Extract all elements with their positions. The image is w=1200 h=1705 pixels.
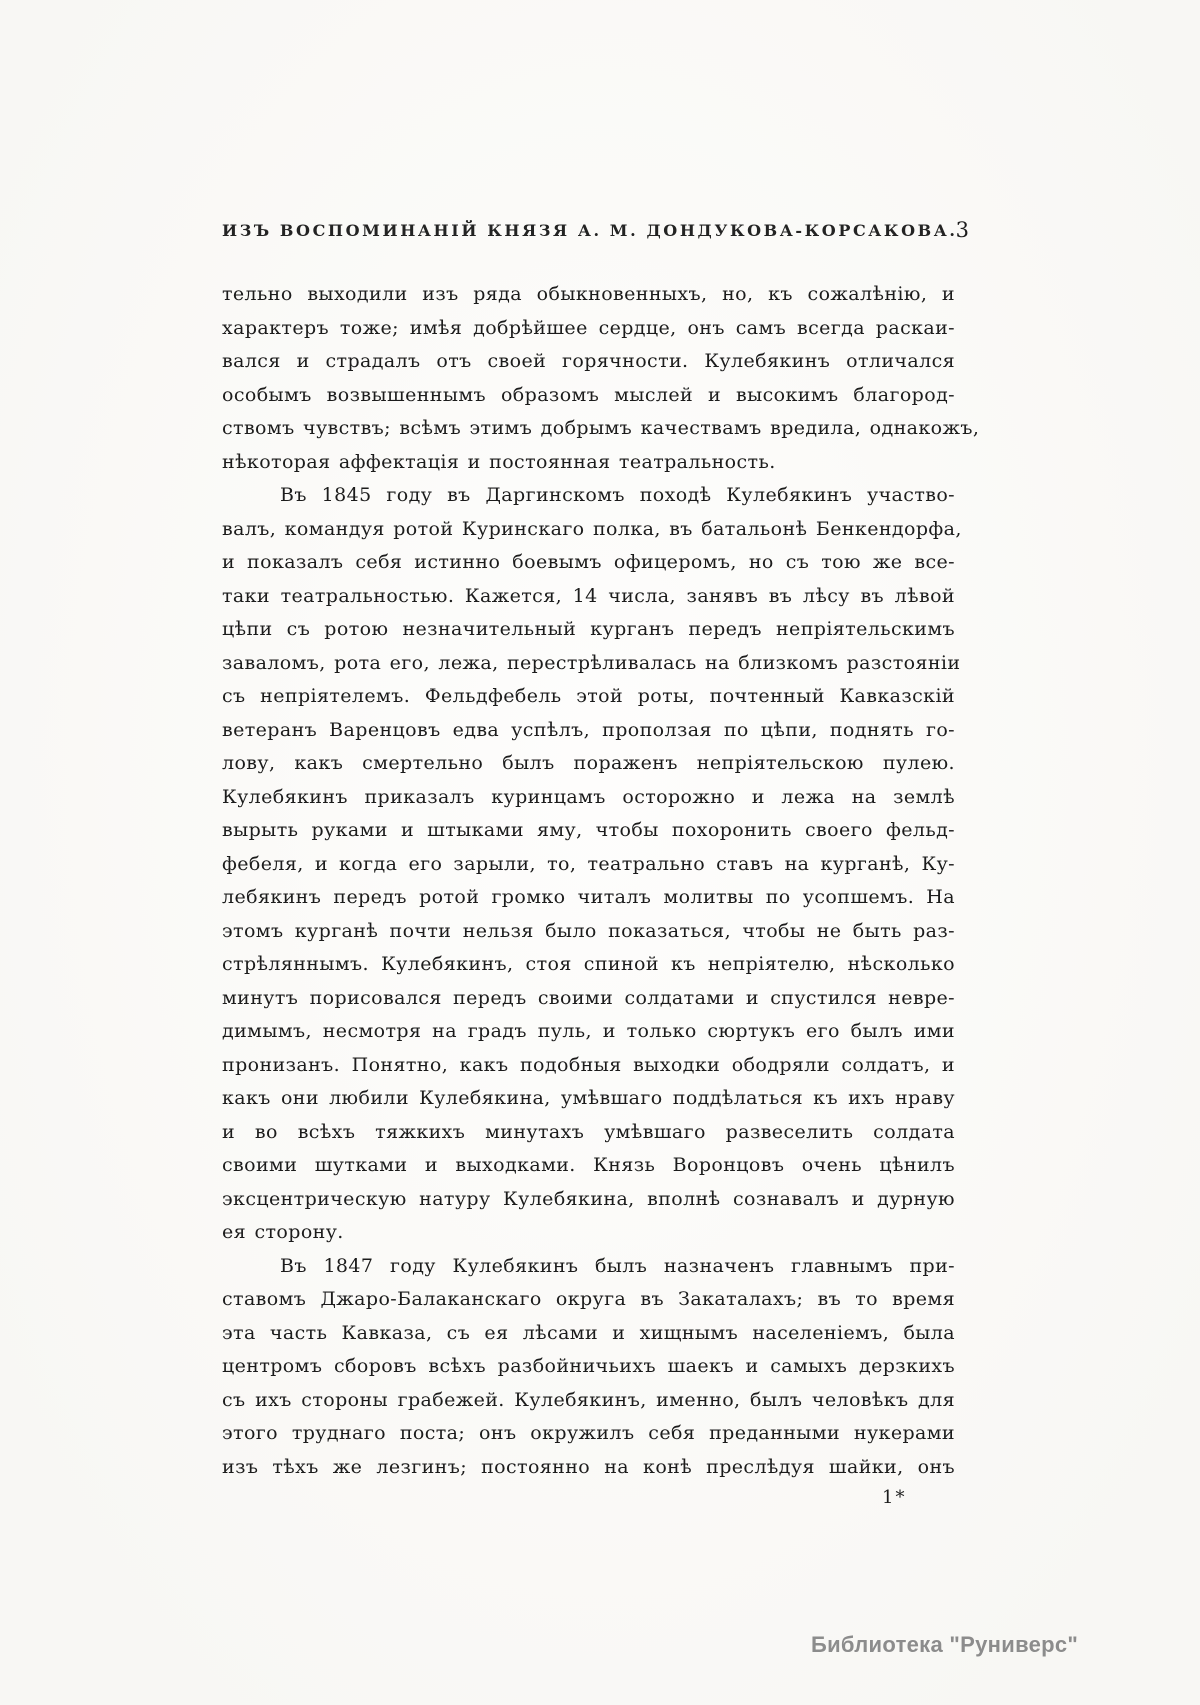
text-line: валъ, командуя ротой Куринскаго полка, въ батальонѣ Бенкендорфа, [222,517,962,540]
text-line: этомъ курганѣ почти нельзя было показаться, чтобы не быть раз- [222,919,955,942]
text-line: и во всѣхъ тяжкихъ минутахъ умѣвшаго развеселить солдата [222,1120,955,1143]
text-line: пронизанъ. Понятно, какъ подобныя выходки ободряли солдатъ, и [222,1053,955,1076]
text-line: минутъ порисовался передъ своими солдатами и спустился невре- [222,986,955,1009]
text-line: фебеля, и когда его зарыли, то, театрально ставъ на курганѣ, Ку- [222,852,955,875]
text-line: Кулебякинъ приказалъ куринцамъ осторожно и лежа на землѣ [222,785,955,808]
text-line: съ непріятелемъ. Фельдфебель этой роты, почтенный Кавказскій [222,685,955,707]
text-line: характеръ тоже; имѣя добрѣйшее сердце, онъ самъ всегда раскаи- [222,316,955,339]
text-line: изъ тѣхъ же лезгинъ; постоянно на конѣ преслѣдуя шайки, онъ [222,1455,955,1478]
text-line: вался и страдалъ отъ своей горячности. Кулебякинъ отличался [222,350,955,372]
text-line: лову, какъ смертельно былъ пораженъ непріятельскою пулею. [222,752,955,774]
text-line: вырыть руками и штыками яму, чтобы похоронить своего фельд- [222,819,955,841]
text-line: таки театральностью. Кажется, 14 числа, занявъ въ лѣсу въ лѣвой [222,584,955,607]
text-line: ветеранъ Варенцовъ едва успѣлъ, проползая по цѣпи, поднять го- [222,718,955,741]
text-line: цѣпи съ ротою незначительный курганъ передъ непріятельскимъ [222,618,955,640]
text-line: нѣкоторая аффектація и постоянная театральность. [222,450,776,473]
text-line: лебякинъ передъ ротой громко читалъ молитвы по усопшемъ. На [222,886,955,908]
body-text [222,278,980,1484]
text-line: ставомъ Джаро-Балаканскаго округа въ Закаталахъ; въ то время [222,1288,955,1310]
text-line: димымъ, несмотря на градъ пуль, и только сюртукъ его былъ ими [222,1020,955,1042]
text-line: какъ они любили Кулебякина, умѣвшаго поддѣлаться къ ихъ нраву [222,1087,955,1109]
text-line: своими шутками и выходками. Князь Воронцовъ очень цѣнилъ [222,1154,955,1176]
text-line: эта часть Кавказа, съ ея лѣсами и хищнымъ населеніемъ, была [222,1321,955,1344]
page-number: 3 [955,218,969,242]
running-title: ИЗЪ ВОСПОМИНАНІЙ КНЯЗЯ А. М. ДОНДУКОВА-КОРСАКОВА. [222,221,958,240]
text-line: съ ихъ стороны грабежей. Кулебякинъ, именно, былъ человѣкъ для [222,1388,955,1411]
text-line: Въ 1847 году Кулебякинъ былъ назначенъ главнымъ при- [280,1254,955,1277]
text-line: особымъ возвышеннымъ образомъ мыслей и высокимъ благород- [222,383,955,406]
library-watermark: Библиотека "Руниверс" [811,1632,1079,1657]
text-line: этого труднаго поста; онъ окружилъ себя преданными нукерами [222,1422,955,1444]
signature-mark: 1* [882,1487,907,1508]
text-line: ея сторону. [222,1221,344,1243]
text-line: заваломъ, рота его, лежа, перестрѣливалась на близкомъ разстояніи [222,651,961,674]
text-line: центромъ сборовъ всѣхъ разбойничьихъ шаекъ и самыхъ дерзкихъ [222,1355,955,1377]
text-line: ствомъ чувствъ; всѣмъ этимъ добрымъ качествамъ вредила, однакожъ, [222,417,980,439]
text-line: эксцентрическую натуру Кулебякина, вполнѣ сознавалъ и дурную [222,1187,955,1210]
text-line: Въ 1845 году въ Даргинскомъ походѣ Кулебякинъ участво- [280,484,955,506]
text-line: стрѣляннымъ. Кулебякинъ, стоя спиной къ непріятелю, нѣсколько [222,953,955,975]
page-header [222,218,969,242]
text-line: и показалъ себя истинно боевымъ офицеромъ, но съ тою же все- [222,551,955,573]
text-line: тельно выходили изъ ряда обыкновенныхъ, но, къ сожалѣнію, и [222,283,955,305]
